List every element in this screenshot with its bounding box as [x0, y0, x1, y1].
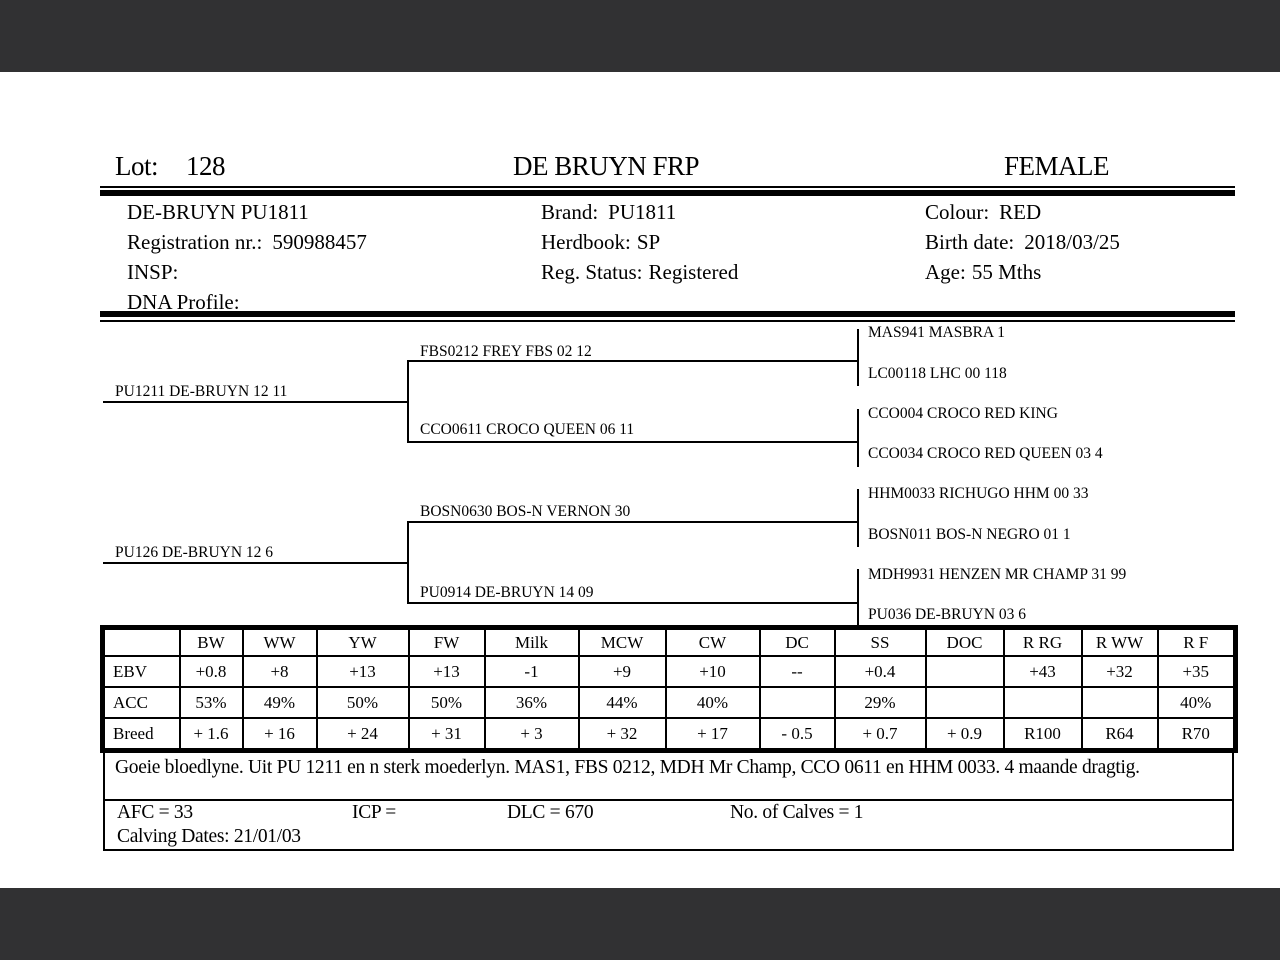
ebv-header-cell: SS — [835, 628, 926, 657]
pedigree-sire: PU1211 DE-BRUYN 12 11 — [115, 383, 288, 400]
ebv-header-cell: FW — [409, 628, 485, 657]
breed-cell: - 0.5 — [760, 718, 835, 751]
dlc-stat: DLC = 670 — [507, 802, 594, 823]
ebv-header-cell — [103, 628, 180, 657]
acc-cell — [926, 687, 1004, 718]
info-column-left — [127, 197, 367, 317]
acc-row — [103, 687, 1236, 718]
registration-label: Registration nr.: — [127, 230, 263, 254]
acc-cell: 50% — [409, 687, 485, 718]
breed-cell: + 24 — [317, 718, 409, 751]
ebv-row-label: EBV — [103, 656, 180, 687]
ebv-cell: +35 — [1158, 656, 1236, 687]
acc-cell — [760, 687, 835, 718]
reg-status-label: Reg. Status: — [541, 260, 643, 284]
pedigree-dam-dam-dam: PU036 DE-BRUYN 03 6 — [868, 606, 1027, 623]
header-rule — [100, 186, 1235, 196]
pedigree-sire-sire-sire: MAS941 MASBRA 1 — [868, 324, 1005, 341]
pedigree-line — [857, 489, 859, 547]
acc-row-label: ACC — [103, 687, 180, 718]
ebv-header-cell: R F — [1158, 628, 1236, 657]
calves-stat: No. of Calves = 1 — [730, 802, 864, 823]
pedigree-line — [407, 441, 859, 443]
pedigree-dam-sire-dam: BOSN011 BOS-N NEGRO 01 1 — [868, 526, 1071, 543]
pedigree-line — [407, 360, 859, 362]
ebv-header-cell: DOC — [926, 628, 1004, 657]
ebv-header-cell: CW — [666, 628, 760, 657]
breed-cell: R100 — [1004, 718, 1082, 751]
ebv-header-row — [103, 628, 1236, 657]
pedigree-line — [407, 521, 859, 523]
breed-cell: + 0.9 — [926, 718, 1004, 751]
birth-date-value: 2018/03/25 — [1024, 230, 1120, 254]
sex-label: FEMALE — [1004, 151, 1109, 181]
age-value: 55 Mths — [971, 260, 1042, 284]
ebv-row — [103, 656, 1236, 687]
ebv-cell: +13 — [409, 656, 485, 687]
ebv-cell: -1 — [485, 656, 579, 687]
reg-status-value: Registered — [648, 260, 739, 284]
herdbook-row — [541, 227, 738, 257]
letterbox-bottom — [0, 888, 1280, 960]
breed-cell: R64 — [1082, 718, 1158, 751]
page-title: DE BRUYN FRP — [513, 151, 700, 181]
brand-label: Brand: — [541, 200, 599, 224]
pedigree-line — [857, 569, 859, 628]
ebv-header-cell: R RG — [1004, 628, 1082, 657]
pedigree-dam-sire: BOSN0630 BOS-N VERNON 30 — [420, 503, 631, 520]
registration-value: 590988457 — [272, 230, 367, 254]
pedigree-line — [407, 602, 859, 604]
ebv-cell — [926, 656, 1004, 687]
afc-stat: AFC = 33 — [117, 802, 193, 823]
info-column-right — [925, 197, 1120, 287]
breed-cell: + 0.7 — [835, 718, 926, 751]
info-column-middle — [541, 197, 738, 287]
ebv-header-cell: WW — [243, 628, 317, 657]
ebv-cell: +13 — [317, 656, 409, 687]
pedigree-line — [407, 360, 409, 443]
colour-label: Colour: — [925, 200, 990, 224]
ebv-table — [100, 625, 1238, 753]
ebv-header-cell: Milk — [485, 628, 579, 657]
breed-row — [103, 718, 1236, 751]
ebv-header-cell: R WW — [1082, 628, 1158, 657]
ebv-header-cell: BW — [180, 628, 243, 657]
pedigree-sire-sire-dam: LC00118 LHC 00 118 — [868, 365, 1007, 382]
breed-cell: R70 — [1158, 718, 1236, 751]
pedigree-line — [857, 329, 859, 386]
acc-cell: 40% — [666, 687, 760, 718]
herdbook-label: Herdbook: — [541, 230, 631, 254]
icp-stat: ICP = — [352, 802, 396, 823]
ebv-cell: +10 — [666, 656, 760, 687]
calving-dates: Calving Dates: 21/01/03 — [117, 826, 301, 847]
acc-cell: 53% — [180, 687, 243, 718]
letterbox-top — [0, 0, 1280, 72]
pedigree-sire-dam-dam: CCO034 CROCO RED QUEEN 03 4 — [868, 445, 1103, 462]
acc-cell: 50% — [317, 687, 409, 718]
pedigree-line — [857, 409, 859, 467]
ebv-cell: +8 — [243, 656, 317, 687]
insp-label: INSP: — [127, 260, 179, 284]
acc-cell: 44% — [579, 687, 666, 718]
birth-date-row — [925, 227, 1120, 257]
stats-box — [103, 801, 1234, 851]
acc-cell — [1004, 687, 1082, 718]
colour-row — [925, 197, 1120, 227]
acc-cell: 49% — [243, 687, 317, 718]
acc-cell: 36% — [485, 687, 579, 718]
age-label: Age: — [925, 260, 966, 284]
breed-cell: + 32 — [579, 718, 666, 751]
pedigree-dam-sire-sire: HHM0033 RICHUGO HHM 00 33 — [868, 485, 1089, 502]
ebv-cell: -- — [760, 656, 835, 687]
pedigree-sire-dam-sire: CCO004 CROCO RED KING — [868, 405, 1058, 422]
ebv-cell: +0.8 — [180, 656, 243, 687]
pedigree-dam-dam-sire: MDH9931 HENZEN MR CHAMP 31 99 — [868, 566, 1127, 583]
ebv-header-cell: YW — [317, 628, 409, 657]
herdbook-value: SP — [636, 230, 661, 254]
ebv-header-cell: MCW — [579, 628, 666, 657]
pedigree-line — [103, 401, 409, 403]
ebv-cell: +43 — [1004, 656, 1082, 687]
dna-profile-label: DNA Profile: — [127, 290, 240, 314]
pedigree-line — [103, 562, 409, 564]
colour-value: RED — [999, 200, 1042, 224]
brand-row — [541, 197, 738, 227]
pedigree-dam: PU126 DE-BRUYN 12 6 — [115, 544, 274, 561]
acc-cell: 29% — [835, 687, 926, 718]
lot-label: Lot: — [115, 151, 158, 181]
brand-value: PU1811 — [608, 200, 677, 224]
birth-date-label: Birth date: — [925, 230, 1015, 254]
lot-number: 128 — [186, 151, 225, 181]
ebv-cell: +9 — [579, 656, 666, 687]
breed-cell: + 16 — [243, 718, 317, 751]
breed-cell: + 1.6 — [180, 718, 243, 751]
acc-cell — [1082, 687, 1158, 718]
ebv-cell: +0.4 — [835, 656, 926, 687]
acc-cell: 40% — [1158, 687, 1236, 718]
breed-cell: + 31 — [409, 718, 485, 751]
pedigree-sire-sire: FBS0212 FREY FBS 02 12 — [420, 343, 592, 360]
age-row — [925, 257, 1120, 287]
pedigree-line — [407, 521, 409, 604]
notes-description: Goeie bloedlyne. Uit PU 1211 en n sterk moederlyn. MAS1, FBS 0212, MDH Mr Champ, CCO 0611 en HHM 0033. 4 maande dragtig. — [103, 751, 1234, 801]
ebv-cell: +32 — [1082, 656, 1158, 687]
pedigree-dam-dam: PU0914 DE-BRUYN 14 09 — [420, 584, 594, 601]
ebv-header-cell: DC — [760, 628, 835, 657]
pedigree-sire-dam: CCO0611 CROCO QUEEN 06 11 — [420, 421, 635, 438]
registration-row — [127, 227, 367, 257]
breed-row-label: Breed — [103, 718, 180, 751]
breed-cell: + 3 — [485, 718, 579, 751]
info-rule — [100, 311, 1235, 322]
reg-status-row — [541, 257, 738, 287]
animal-name: DE-BRUYN PU1811 — [127, 200, 309, 224]
breed-cell: + 17 — [666, 718, 760, 751]
